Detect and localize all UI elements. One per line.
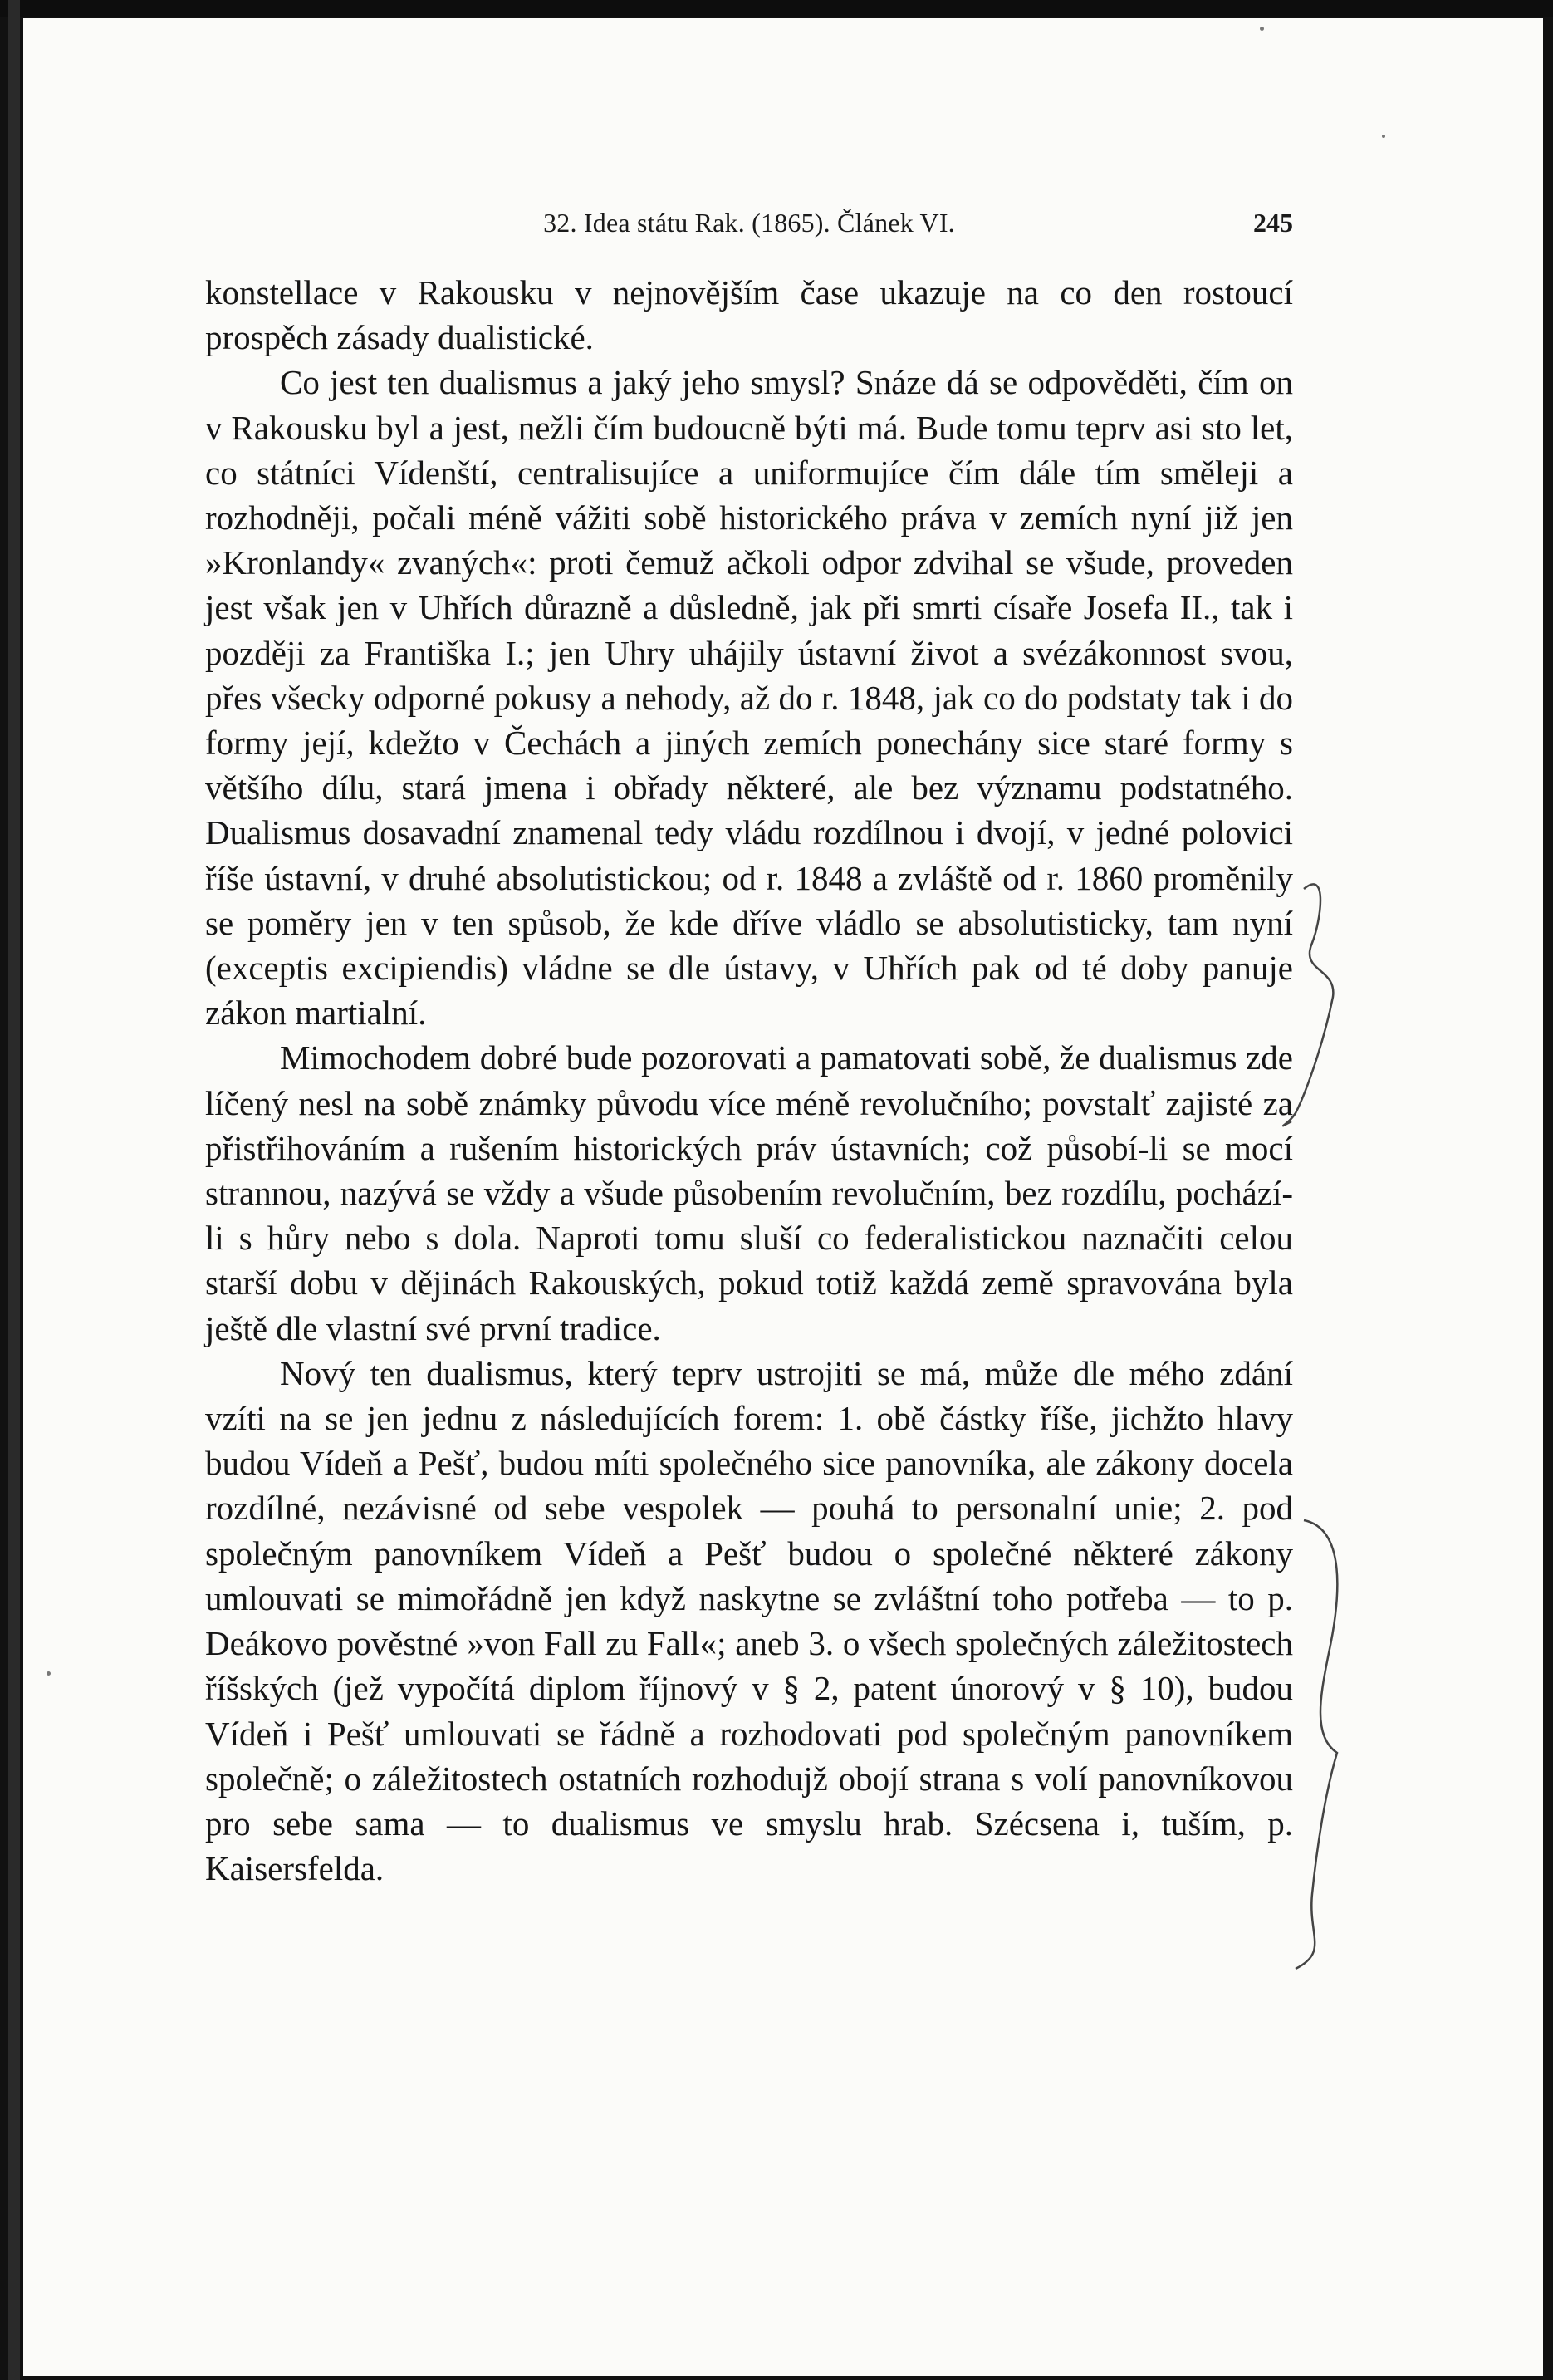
pencil-bracket-lower (1296, 1520, 1337, 1969)
running-header (205, 208, 1293, 241)
scan-top-edge (0, 0, 1553, 17)
paragraph: Nový ten dualismus, který teprv ustrojiti se má, může dle mého zdání vzíti na se jen jednu z následujících forem: 1. obě částky říše, jichžto hlavy budou Vídeň a Pešť, budou míti společného sice panovníka, ale zákony docela rozdílné, nezávisné od sebe vespolek — pouhá to personalní unie; 2. pod společným panovníkem Vídeň a Pešť budou o společné některé zákony umlouvati se mimořádně jen když naskytne se zvláštní toho potřeba — to p. Deákovo pověstné »von Fall zu Fall«; aneb 3. o všech společných záležitostech říšských (jež vypočítá diplom říjnový v § 2, patent únorový v § 10), budou Vídeň i Pešť umlouvati se řádně a rozhodovati pod společným panovníkem společně; o záležitostech ostatních rozhodujž obojí strana s volí panovníkovou pro sebe sama — to dualismus ve smyslu hrab. Szécsena i, tuším, p. Kaisersfelda. (205, 1353, 1293, 1888)
paper-speck (1382, 135, 1385, 138)
page-number: 245 (1253, 208, 1293, 238)
pencil-bracket-upper (1283, 884, 1333, 1126)
running-title: 32. Idea státu Rak. (1865). Článek VI. (543, 208, 955, 238)
paragraph: Mimochodem dobré bude pozorovati a pamatovati sobě, že dualismus zde líčený nesl na sobě známky původu více méně revolučního; povstalť zajisté za přistřihováním a rušením historických práv ústavních; což působí-li se mocí strannou, nazývá se vždy a všude působením revolučním, bez rozdílu, pochází-li s hůry nebo s dola. Naproti tomu sluší co federalistickou naznačiti celou starší dobu v dějinách Rakouských, pokud totiž každá země spravována byla ještě dle vlastní své první tradice. (205, 1038, 1293, 1347)
paragraph: konstellace v Rakousku v nejnovějším čase ukazuje na co den rostoucí prospěch zásady dualistické. (205, 273, 1293, 357)
body-text (205, 270, 1293, 1891)
paper-speck (47, 1671, 51, 1676)
paragraph: Co jest ten dualismus a jaký jeho smysl? Snáze dá se odpověděti, čím on v Rakousku byl a jest, nežli čím budoucně býti má. Bude tomu teprv asi sto let, co státníci Vídenští, centralisujíce a uniformujíce čím dále tím směleji a rozhodněji, počali méně vážiti sobě historického práva v zemích nyní již jen »Kronlandy« zvaných«: proti čemuž ačkoli odpor zdvihal se všude, proveden jest však jen v Uhřích důrazně a důsledně, jak při smrti císaře Josefa II., tak i později za Františka I.; jen Uhry uhájily ústavní život a svézákonnost svou, přes všecky odporné pokusy a nehody, až do r. 1848, jak co do podstaty tak i do formy její, kdežto v Čechách a jiných zemích ponechány sice staré formy s většího dílu, stará jmena i obřady některé, ale bez významu podstatného. Dualismus dosavadní znamenal tedy vládu rozdílnou i dvojí, v jedné polovici říše ústavní, v druhé absolutistickou; od r. 1848 a zvláště od r. 1860 proměnily se poměry jen v ten spůsob, že kde dříve vládlo se absolutisticky, tam nyní (exceptis excipiendis) vládne se dle ústavy, v Uhřích pak od té doby panuje zákon martialní. (205, 363, 1293, 1033)
scan-left-edge (8, 0, 20, 2380)
handwritten-margin-brackets (1279, 872, 1387, 2077)
paper-speck (1260, 27, 1264, 31)
